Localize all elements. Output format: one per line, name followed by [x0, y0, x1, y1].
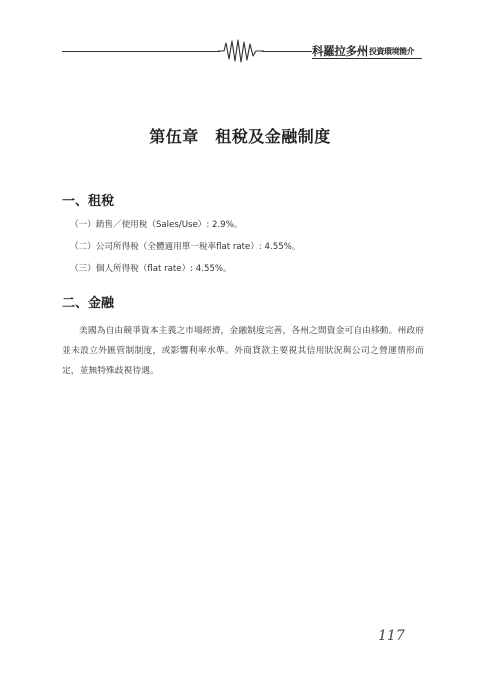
heartbeat-wave-icon [218, 38, 264, 64]
header-title-main: 科羅拉多州 [312, 44, 368, 58]
header-rule-left [62, 51, 220, 52]
header-title [312, 42, 422, 59]
tax-item-personal-income: （三）個人所得稅（flat rate）: 4.55%。 [70, 264, 232, 274]
page-number: 117 [378, 628, 405, 644]
tax-item-sales-use: （一）銷售／使用稅（Sales/Use）: 2.9%。 [70, 220, 243, 230]
chapter-title: 第伍章 租稅及金融制度 [149, 127, 331, 146]
finance-paragraph-text: 美國為自由競爭資本主義之市場經濟，金融制度完善，各州之間資金可自由移動。州政府並未設立外匯管制制度，或影響利率水準。外商貸款主要視其信用狀況與公司之營運情形而定，並無特殊歧視待遇。 [62, 326, 424, 376]
section-heading-finance: 二、金融 [62, 296, 115, 311]
header-rule-right [262, 51, 312, 52]
header-title-sub: 投資環境簡介 [369, 47, 414, 56]
finance-paragraph [62, 321, 424, 381]
section-heading-tax: 一、租稅 [62, 194, 115, 209]
tax-item-corporate-income: （二）公司所得稅（全體適用單一稅率flat rate）: 4.55%。 [70, 242, 301, 252]
